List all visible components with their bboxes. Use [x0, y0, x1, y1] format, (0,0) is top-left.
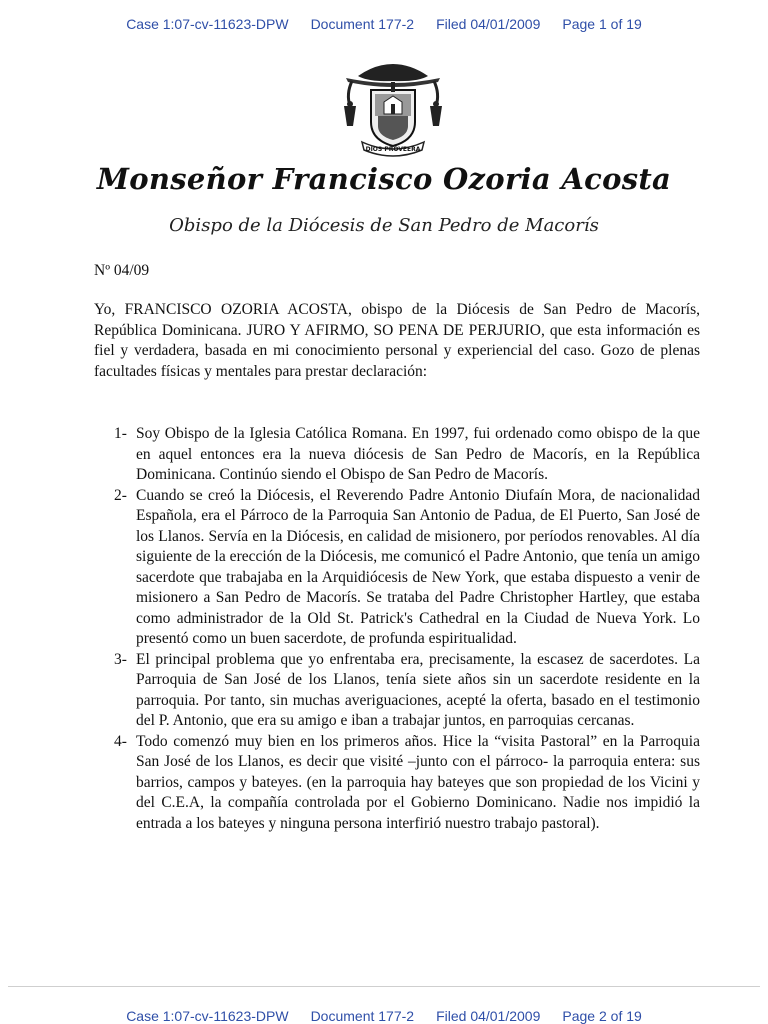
court-filing-header	[0, 16, 768, 32]
filed-date: Filed 04/01/2009	[436, 16, 541, 32]
crest-motto: DIOS PROVEERA	[365, 146, 421, 153]
item-number: 1-	[114, 425, 127, 442]
item-number: 3-	[114, 650, 127, 668]
case-number: Case 1:07-cv-11623-DPW	[126, 1008, 289, 1024]
item-text: Soy Obispo de la Iglesia Católica Romana. En 1997, fui ordenado como obispo de la que en aquel entonces era la nueva diócesis de San Pedro de Macorís, en la República Dominicana. Continúo siendo el Obispo de San Pedro de Macorís.	[136, 425, 700, 483]
letterhead-title: Obispo de la Diócesis de San Pedro de Macorís	[169, 215, 599, 236]
case-number: Case 1:07-cv-11623-DPW	[126, 16, 289, 32]
court-filing-footer	[0, 1008, 768, 1024]
item-text: El principal problema que yo enfrentaba era, precisamente, la escasez de sacerdotes. La Parroquia de San José de los Llanos, tenía siete años sin un sacerdote residente en la parroquia. Por tanto, sin muchas averiguaciones, acepté la oferta, basado en el testimonio del P. Antonio, que era su amigo e iban a trabajar juntos, en parroquias cercanas.	[136, 650, 700, 729]
page-indicator: Page 2 of 19	[562, 1008, 642, 1024]
episcopal-crest-icon	[338, 54, 448, 158]
list-item	[114, 650, 700, 732]
page-divider	[8, 986, 760, 987]
document-number-stamp: Document 177-2	[310, 16, 415, 32]
declaration-list	[114, 424, 700, 834]
item-text: Todo comenzó muy bien en los primeros años. Hice la “visita Pastoral” en la Parroquia San José de los Llanos, es decir que visité –junto con el párroco- la parroquia entera: sus barrios, campos y bateyes. (en la parroquia hay bateyes que son propiedad de los Vicini y del C.E.A, la compañía controlada por el Gobierno Dominicano. Nadie nos impidió la entrada a los bateyes y ninguna persona interfirió nuestro trabajo pastoral).	[136, 732, 700, 832]
item-number: 4-	[114, 732, 127, 750]
item-text: Cuando se creó la Diócesis, el Reverendo Padre Antonio Diufaín Mora, de nacionalidad Española, era el Párroco de la Parroquia San Antonio de Padua, de El Puerto, San José de los Llanos. Servía en la Diócesis, en calidad de misionero, por períodos renovables. Al día siguiente de la erección de la Diócesis, me comunicó el Padre Antonio, que tenía un amigo sacerdote que trabajaba en la Arquidiócesis de New York, que estaba dispuesto a venir de misionero a San Pedro de Macorís. Se trataba del Padre Christopher Hartley, que estaba como administrador de la Old St. Patrick's Cathedral en la Ciudad de Nueva York. Lo presentó como un buen sacerdote, de profunda espiritualidad.	[136, 486, 700, 647]
document-number-stamp: Document 177-2	[310, 1008, 415, 1024]
letterhead-name: Monseñor Francisco Ozoria Acosta	[96, 162, 672, 196]
list-item	[114, 424, 700, 486]
intro-paragraph: Yo, FRANCISCO OZORIA ACOSTA, obispo de la Diócesis de San Pedro de Macorís, República Dominicana. JURO Y AFIRMO, SO PENA DE PERJURIO, que esta información es fiel y verdadera, basada en mi conocimiento personal y experiencial del caso. Gozo de plenas facultades físicas y mentales para prestar declaración:	[94, 301, 700, 380]
document-number: Nº 04/09	[94, 262, 150, 279]
filed-date: Filed 04/01/2009	[436, 1008, 541, 1024]
page-indicator: Page 1 of 19	[562, 16, 642, 32]
item-number: 2-	[114, 486, 127, 504]
list-item	[114, 486, 700, 650]
list-item	[114, 732, 700, 835]
